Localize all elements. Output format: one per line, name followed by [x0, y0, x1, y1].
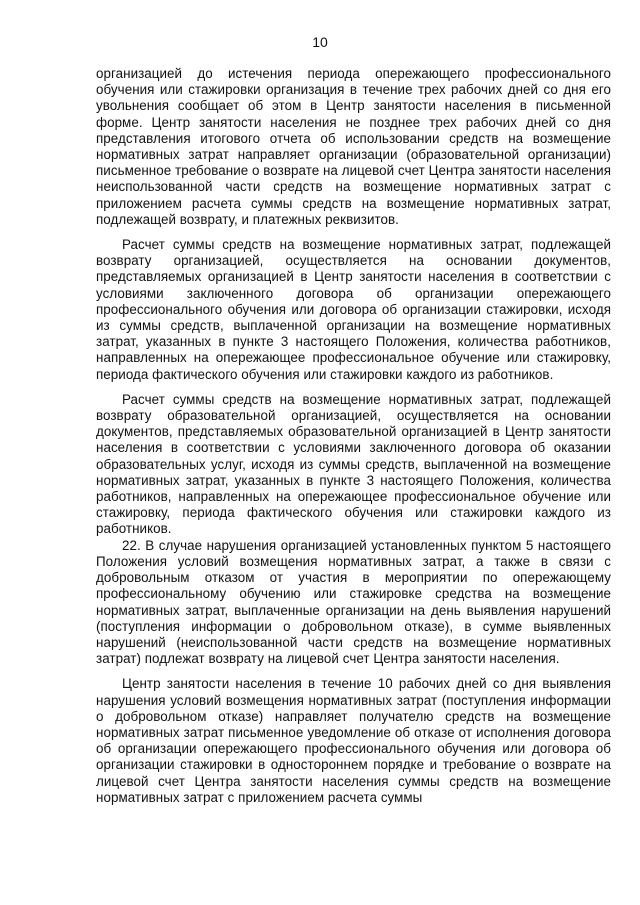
paragraph-continuation: организацией до истечения периода опережающего профессионального обучения или стажировки организация в течение трех рабочих дней со дня его увольнения сообщает об этом в Центр занятости населения в письменной форме. Центр занятости населения не позднее трех рабочих дней со дня представления итогового отчета об использовании средств на возмещение нормативных затрат направляет организации (образовательной организации) письменное требование о возврате на лицевой счет Центра занятости населения неиспользованной части средств на возмещение нормативных затрат с приложением расчета суммы средств на возмещение нормативных затрат, подлежащей возврату, и платежных реквизитов. — [96, 66, 612, 227]
page-number: 10 — [312, 34, 328, 50]
paragraph-employment-center-notice: Центр занятости населения в течение 10 рабочих дней со дня выявления нарушения условий возмещения нормативных затрат (поступления информации о добровольном отказе) направляет получателю средств на возмещение нормативных затрат письменное уведомление об отказе от исполнения договора об организации опережающего профессионального обучения или договора об организации стажировки в одностороннем порядке и требование о возврате на лицевой счет Центра занятости населения суммы средств на возмещение нормативных затрат с приложением расчета суммы — [96, 676, 611, 805]
paragraph-clause-22: 22. В случае нарушения организацией установленных пунктом 5 настоящего Положения условий возмещения нормативных затрат, а также в связи с добровольным отказом от участия в мероприятии по опережающему профессиональному обучению или стажировке средства на возмещение нормативных затрат, выплаченные организации на день выявления нарушений (поступления информации о добровольном отказе), в сумме выявленных нарушений (неиспользованной части средств на возмещение нормативных затрат) подлежат возврату на лицевой счет Центра занятости населения. — [96, 537, 611, 667]
paragraph-organization-refund-calculation: Расчет суммы средств на возмещение нормативных затрат, подлежащей возврату организацией, осуществляется на основании документов, представляемых организацией в Центр занятости населения в соответствии с условиями заключенного договора об организации опережающего профессионального обучения или договора об организации стажировки, исходя из суммы средств, выплаченной организации на возмещение нормативных затрат, указанных в пункте 3 настоящего Положения, количества работников, направленных на опережающее профессиональное обучение или стажировку, периода фактического обучения или стажировки каждого из работников. — [96, 237, 611, 382]
document-body — [96, 66, 611, 806]
paragraph-educational-organization-refund-calculation: Расчет суммы средств на возмещение нормативных затрат, подлежащей возврату образовательной организацией, осуществляется на основании документов, представляемых образовательной организацией в Центр занятости населения в соответствии с условиями заключенного договора об оказании образовательных услуг, исходя из суммы средств, выплаченной на возмещение нормативных затрат, указанных в пункте 3 настоящего Положения, количества работников, направленных на опережающее профессиональное обучение или стажировку, периода фактического обучения или стажировки каждого из работников. — [96, 391, 611, 537]
